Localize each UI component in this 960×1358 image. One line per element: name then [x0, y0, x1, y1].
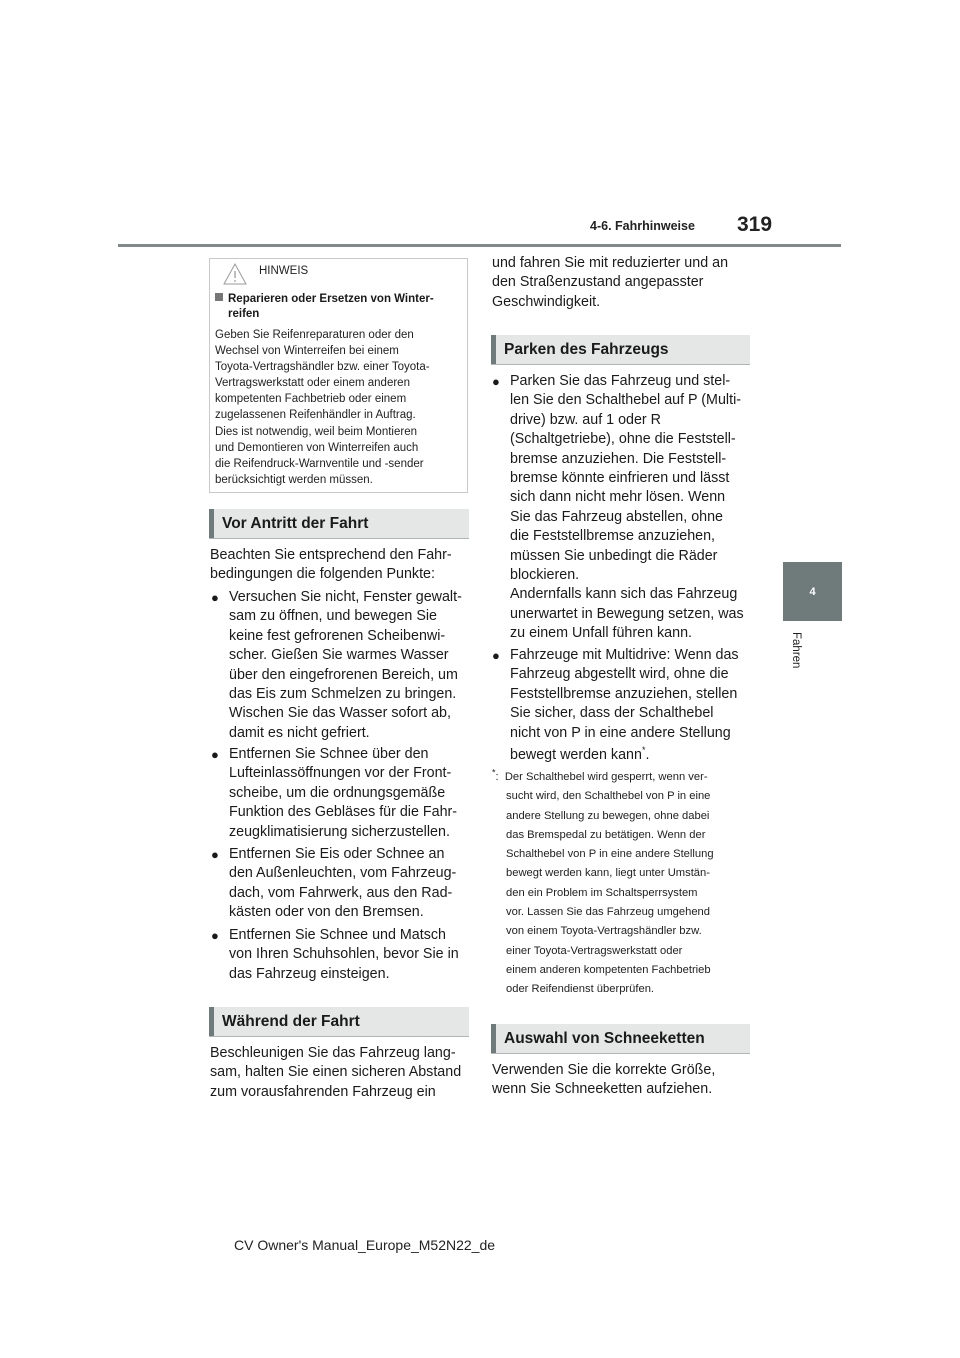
notice-line: Dies ist notwendig, weil beim Montieren — [215, 425, 417, 438]
text-line: sam zu öffnen, und bewegen Sie — [229, 608, 437, 625]
notice-line: die Reifendruck-Warnventile und -sender — [215, 457, 424, 470]
heading-text: Während der Fahrt — [222, 1012, 360, 1030]
text-fragment: Der Schalthebel wird gesperrt, wenn ver- — [504, 771, 708, 783]
text-line: len Sie den Schalthebel auf P (Multi- — [510, 392, 742, 409]
text-line: Versuchen Sie nicht, Fenster gewalt- — [229, 589, 462, 605]
text-line: scheibe, um die ordnungsgemäße — [229, 784, 446, 801]
text-line: das Fahrzeug einsteigen. — [229, 965, 390, 982]
text-line: den Außenleuchten, vom Fahrzeug- — [229, 865, 457, 882]
text-line: Beachten Sie entsprechend den Fahr- — [210, 547, 452, 563]
notice-line: Toyota-Vertragshändler bzw. einer Toyota- — [215, 361, 430, 374]
text-line: Funktion des Gebläses für die Fahr- — [229, 804, 458, 821]
snow-chains-text — [492, 1061, 754, 1100]
text-line: Fahrzeuge mit Multidrive: Wenn das — [510, 647, 739, 663]
text-line: Fahrzeug abgestellt wird, ohne die — [510, 666, 729, 683]
text-line: (Schaltgetriebe), ohne die Feststell- — [510, 431, 736, 448]
section-label: 4-6. Fahrhinweise — [590, 219, 695, 233]
heading-text: Parken des Fahrzeugs — [504, 340, 669, 358]
header-rule — [118, 244, 841, 247]
text-line: wenn Sie Schneeketten aufziehen. — [492, 1081, 713, 1098]
notice-title: HINWEIS — [259, 265, 309, 277]
text-line: Entfernen Sie Schnee über den — [229, 746, 429, 762]
bullet-dot-icon: ● — [211, 590, 219, 605]
warning-icon — [222, 262, 248, 286]
notice-heading-line: reifen — [228, 308, 260, 320]
text-line: Andernfalls kann sich das Fahrzeug — [510, 586, 738, 603]
notice-line: Wechsel von Winterreifen bei einem — [215, 345, 399, 358]
text-line: bremse könnte einfrieren und lässt — [510, 470, 730, 487]
notice-line: kompetenten Fachbetrieb oder einem — [215, 393, 407, 406]
chapter-tab[interactable]: 4 — [783, 562, 842, 621]
text-line — [510, 746, 739, 765]
text-line: bedingungen die folgenden Punkte: — [210, 566, 435, 583]
notice-heading-line: Reparieren oder Ersetzen von Winter- — [228, 293, 434, 305]
text-line: Sie das Fahrzeug abstellen, ohne — [510, 508, 724, 525]
text-line: nicht von P in eine andere Stellung — [510, 724, 731, 741]
heading-parking — [491, 335, 750, 365]
heading-text: Auswahl von Schneeketten — [504, 1029, 705, 1047]
heading-text: Vor Antritt der Fahrt — [222, 514, 369, 532]
bullet-dot-icon: ● — [211, 847, 219, 862]
intro-text — [210, 546, 470, 585]
text-line: zum vorausfahrenden Fahrzeug ein — [210, 1083, 436, 1100]
notice-line: und Demontieren von Winterreifen auch — [215, 441, 419, 454]
footnote-ref[interactable]: * — [641, 745, 646, 756]
footnote-mark: * — [492, 767, 496, 778]
text-line: unerwartet in Bewegung setzen, was — [510, 605, 744, 622]
text-line: andere Stellung zu bewegen, ohne dabei — [506, 809, 710, 822]
text-line: zu einem Unfall führen kann. — [510, 625, 692, 642]
text-line: Verwenden Sie die korrekte Größe, — [492, 1062, 716, 1078]
bullet-dot-icon: ● — [211, 747, 219, 762]
text-line: von Ihren Schuhsohlen, bevor Sie in — [229, 946, 459, 963]
notice-text — [215, 327, 463, 488]
text-line: die Feststellbremse anzuziehen, — [510, 528, 716, 545]
text-fragment: . — [645, 747, 650, 764]
text-line: Parken Sie das Fahrzeug und stel- — [510, 373, 731, 389]
text-line: über den eingefrorenen Bereich, um — [229, 666, 458, 683]
text-line: kästen oder von den Bremsen. — [229, 904, 424, 921]
notice-line: Geben Sie Reifenreparaturen oder den — [215, 329, 414, 341]
text-line: *: Der Schalthebel wird gesperrt, wenn ver- — [492, 767, 708, 783]
text-line: einem anderen kompetenten Fachbetrieb — [506, 963, 711, 976]
text-line: das Eis zum Schmelzen zu bringen. — [229, 686, 457, 703]
notice-line: Vertragswerkstatt oder einem anderen — [215, 377, 410, 390]
text-line: bewegt werden kann, liegt unter Umstän- — [506, 867, 710, 880]
text-line: und fahren Sie mit reduzierter und an — [492, 255, 729, 271]
text-line: einer Toyota-Vertragswerkstatt oder — [506, 944, 683, 957]
notice-heading — [215, 292, 465, 322]
text-line: keine fest gefrorenen Scheibenwi- — [229, 627, 446, 644]
text-line: Wischen Sie das Wasser sofort ab, — [229, 705, 451, 722]
while-driving-continuation — [492, 254, 754, 312]
text-line: bremse anzuziehen. Die Feststell- — [510, 450, 727, 467]
text-line: dach, vom Fahrwerk, aus den Rad- — [229, 884, 453, 901]
text-line: oder Reifendienst überprüfen. — [506, 983, 655, 996]
notice-line: zugelassenen Reifenhändler in Auftrag. — [215, 409, 416, 422]
bullet-dot-icon: ● — [492, 374, 500, 389]
footer-text: CV Owner's Manual_Europe_M52N22_de — [234, 1237, 496, 1253]
text-line: drive) bzw. auf 1 oder R — [510, 411, 661, 428]
chapter-side-label: Fahren — [790, 632, 802, 669]
text-line: sich dann nicht mehr lösen. Wenn — [510, 489, 726, 506]
text-line: scher. Gießen Sie warmes Wasser — [229, 647, 449, 664]
while-driving-text — [210, 1044, 472, 1102]
square-bullet-icon — [215, 293, 223, 301]
footnote — [492, 768, 756, 1000]
text-line: sucht wird, den Schalthebel von P in eine — [506, 790, 711, 803]
heading-snow-chains — [491, 1024, 750, 1054]
bullet-dot-icon: ● — [492, 648, 500, 663]
text-line: vor. Lassen Sie das Fahrzeug umgehend — [506, 906, 710, 919]
bullet-dot-icon: ● — [211, 928, 219, 943]
text-line: Beschleunigen Sie das Fahrzeug lang- — [210, 1045, 456, 1061]
text-line: Entfernen Sie Eis oder Schnee an — [229, 846, 445, 862]
text-line: das Bremspedal zu betätigen. Wenn der — [506, 828, 706, 841]
text-line: damit es nicht gefriert. — [229, 724, 370, 741]
text-line: von einem Toyota-Vertragshändler bzw. — [506, 925, 702, 938]
text-line: Lufteinlassöffnungen vor der Front- — [229, 765, 452, 782]
text-line: zeugklimatisierung sicherzustellen. — [229, 823, 450, 840]
text-line: Feststellbremse anzuziehen, stellen — [510, 685, 738, 702]
page-number: 319 — [737, 213, 773, 236]
text-line: den ein Problem im Schaltsperrsystem — [506, 886, 698, 899]
text-fragment: bewegt werden kann — [510, 747, 642, 764]
text-line: sam, halten Sie einen sicheren Abstand — [210, 1064, 462, 1081]
text-line: blockieren. — [510, 567, 580, 584]
text-line: Sie sicher, dass der Schalthebel — [510, 705, 714, 722]
text-line: Schalthebel von P in eine andere Stellung — [506, 848, 714, 861]
text-line: Entfernen Sie Schnee und Matsch — [229, 927, 446, 943]
text-line: Geschwindigkeit. — [492, 293, 601, 310]
notice-line: berücksichtigt werden müssen. — [215, 473, 373, 486]
text-line: müssen Sie unbedingt die Räder — [510, 547, 718, 564]
heading-before-driving — [209, 509, 469, 539]
heading-while-driving — [209, 1007, 469, 1037]
text-line: den Straßenzustand angepasster — [492, 274, 704, 291]
